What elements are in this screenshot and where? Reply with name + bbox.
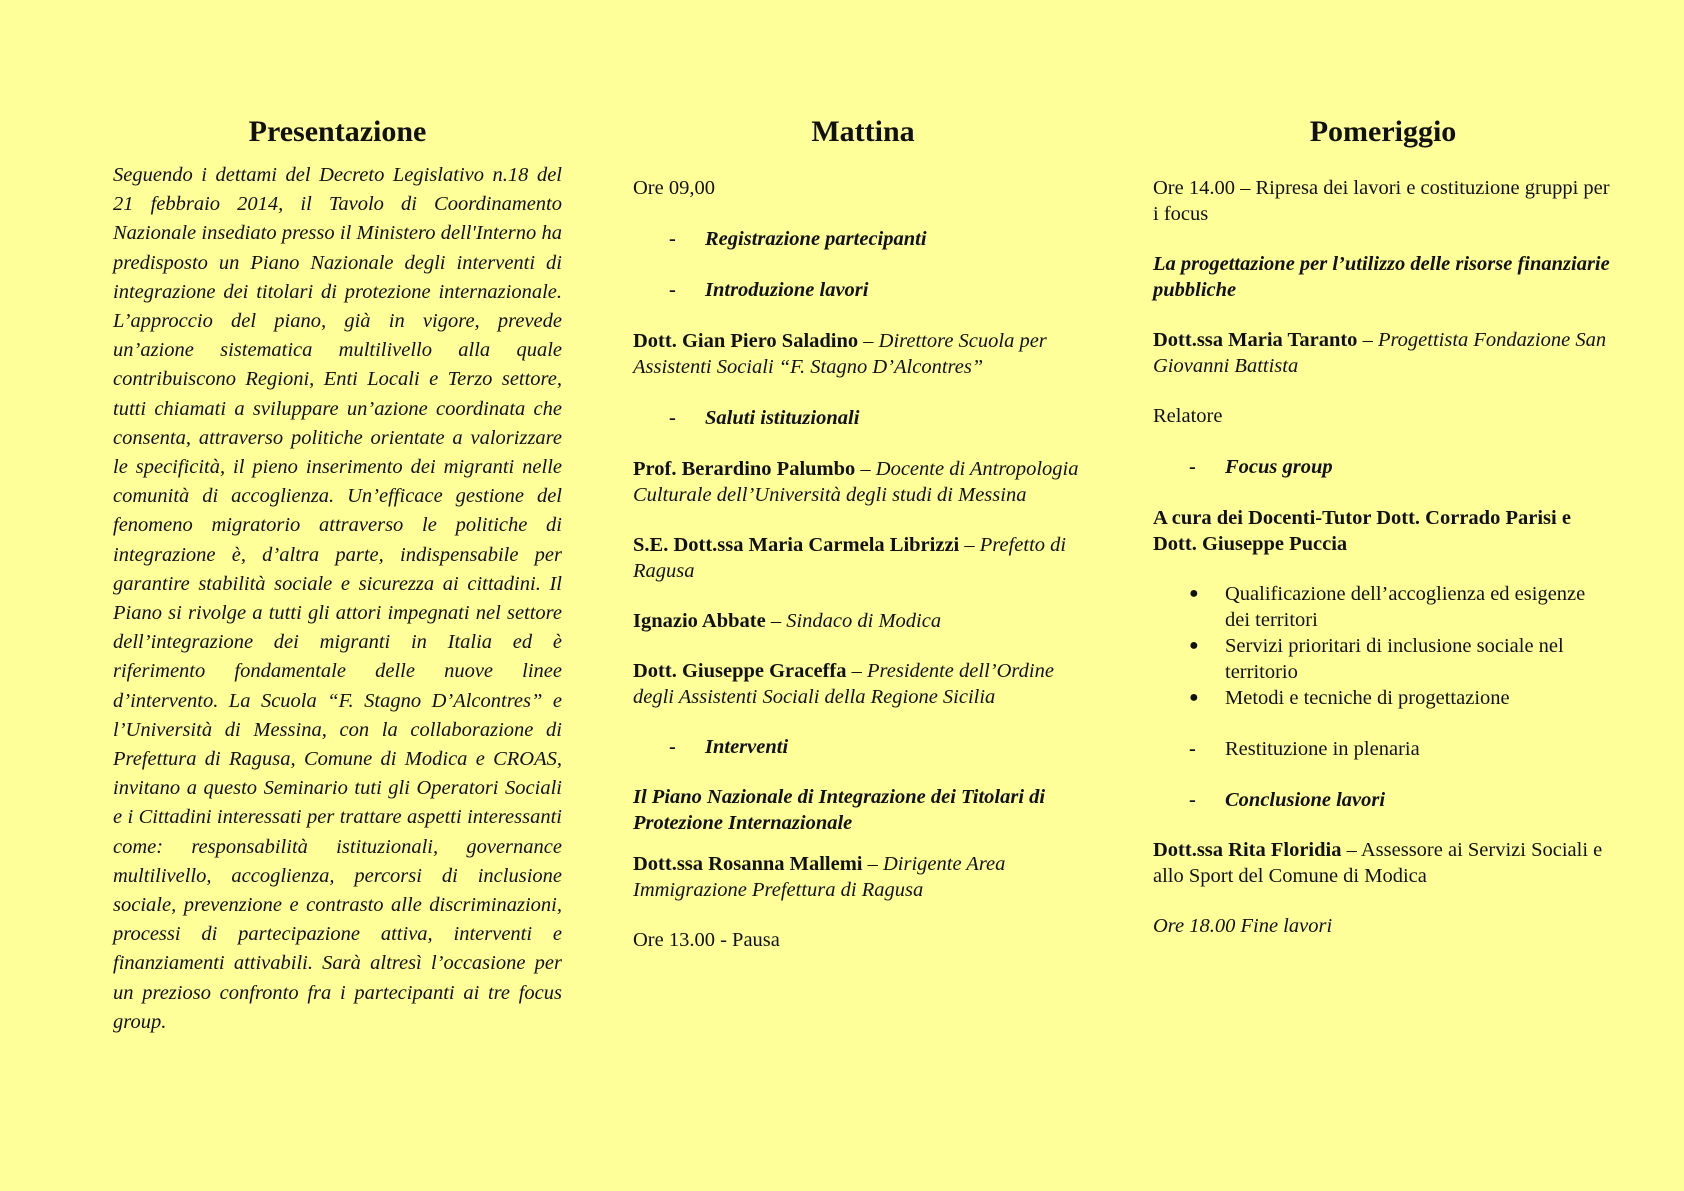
topic-text: Metodi e tecniche di progettazione bbox=[1225, 687, 1510, 709]
separator: – bbox=[846, 660, 867, 682]
speaker-librizzi bbox=[633, 532, 1093, 584]
speaker-role: Prefetto di Ragusa bbox=[633, 534, 1067, 582]
mattina-column bbox=[633, 112, 1093, 953]
dash-marker: - bbox=[669, 279, 676, 301]
progettazione-title: La progettazione per l’utilizzo delle risorse finanziarie pubbliche bbox=[1153, 253, 1610, 301]
topic-text: Qualificazione dell’accoglienza ed esigenze dei territori bbox=[1225, 583, 1586, 631]
separator: – bbox=[1341, 839, 1361, 861]
interventi-label: Interventi bbox=[705, 736, 789, 758]
speaker-role: Direttore Scuola per Assistenti Sociali “F. Stagno D’Alcontres” bbox=[633, 330, 1047, 378]
speaker-role: Presidente dell’Ordine degli Assistenti Sociali della Regione Sicilia bbox=[633, 660, 1054, 708]
speaker-name: Dott.ssa Maria Taranto bbox=[1153, 329, 1358, 351]
list-item bbox=[1153, 633, 1613, 685]
ripresa-line: Ore 14.00 – Ripresa dei lavori e costituzione gruppi per i focus bbox=[1153, 177, 1610, 225]
speaker-abbate bbox=[633, 608, 1093, 634]
speaker-role: Docente di Antropologia Culturale dell’Università degli studi di Messina bbox=[633, 458, 1079, 506]
dash-marker: - bbox=[669, 736, 676, 758]
speaker-name: Dott.ssa Rosanna Mallemi bbox=[633, 853, 863, 875]
speaker-name: S.E. Dott.ssa Maria Carmela Librizzi bbox=[633, 534, 960, 556]
speaker-saladino bbox=[633, 328, 1093, 380]
dash-marker: - bbox=[669, 407, 676, 429]
registrazione-label: Registrazione partecipanti bbox=[705, 228, 927, 250]
conclusione-label: Conclusione lavori bbox=[1225, 789, 1386, 811]
separator: – bbox=[862, 853, 883, 875]
pausa-line: Ore 13.00 - Pausa bbox=[633, 929, 780, 951]
fine-line: Ore 18.00 Fine lavori bbox=[1153, 915, 1333, 937]
piano-title: Il Piano Nazionale di Integrazione dei Titolari di Protezione Internazionale bbox=[633, 786, 1046, 834]
relatore-line: Relatore bbox=[1153, 405, 1223, 427]
a-cura-line: A cura dei Docenti-Tutor Dott. Corrado Parisi e Dott. Giuseppe Puccia bbox=[1153, 507, 1571, 555]
interventi-item bbox=[633, 734, 1093, 760]
topic-list bbox=[1153, 581, 1613, 711]
list-item bbox=[1153, 685, 1613, 711]
dash-marker: - bbox=[1189, 789, 1196, 811]
separator: – bbox=[765, 610, 787, 632]
restituzione-item bbox=[1153, 736, 1613, 762]
presentazione-column bbox=[113, 112, 562, 1037]
speaker-floridia bbox=[1153, 837, 1613, 889]
focus-group-item bbox=[1153, 454, 1613, 480]
saluti-label: Saluti istituzionali bbox=[705, 407, 860, 429]
separator: – bbox=[959, 534, 980, 556]
presentazione-heading: Presentazione bbox=[248, 115, 427, 148]
speaker-name: Dott. Giuseppe Graceffa bbox=[633, 660, 847, 682]
conclusione-item bbox=[1153, 787, 1613, 813]
speaker-role: Dirigente Area Immigrazione Prefettura di Ragusa bbox=[633, 853, 1006, 901]
speaker-taranto bbox=[1153, 327, 1613, 379]
focus-group-label: Focus group bbox=[1225, 456, 1333, 478]
speaker-mallemi bbox=[633, 851, 1093, 903]
speaker-name: Dott. Gian Piero Saladino bbox=[633, 330, 859, 352]
presentazione-text: Seguendo i dettami del Decreto Legislativo n.18 del 21 febbraio 2014, il Tavolo di Coordinamento Nazionale insediato presso il Ministero dell'Interno ha predisposto un Piano Nazionale degli interventi di integrazione dei titolari di protezione internazionale. L’approccio del piano, già in vigore, prevede un’azione sistematica multilivello alla quale contribuiscono Regioni, Enti Locali e Terzo settore, tutti chiamati a sviluppare un’azione coordinata che consenta, attraverso politiche orientate a valorizzare le specificità, il pieno inserimento dei migranti nelle comunità di accoglienza. Un’efficace gestione del fenomeno migratorio attraverso le politiche di integrazione è, d’altra parte, indispensabile per garantire stabilità sociale e sicurezza ai cittadini. Il Piano si rivolge a tutti gli attori impegnati nel settore dell’integrazione dei migranti in Italia ed è riferimento fondamentale delle nuove linee d’intervento. La Scuola “F. Stagno D’Alcontres” e l’Università di Messina, con la collaborazione di Prefettura di Ragusa, Comune di Modica e CROAS, invitano a questo Seminario tuti gli Operatori Sociali e i Cittadini interessati per trattare aspetti interessanti come: responsabilità istituzionali, governance multilivello, accoglienza, percorsi di inclusione sociale, prevenzione e contrasto alle discriminazioni, processi di partecipazione attiva, interventi e finanziamenti attivabili. Sarà altresì l’occasione per un prezioso confronto fra i partecipanti ai tre focus group. bbox=[113, 164, 562, 1033]
registrazione-item bbox=[633, 226, 1093, 252]
speaker-name: Ignazio Abbate bbox=[633, 610, 766, 632]
pomeriggio-heading: Pomeriggio bbox=[1309, 115, 1457, 148]
introduzione-label: Introduzione lavori bbox=[705, 279, 869, 301]
dash-marker: - bbox=[669, 228, 676, 250]
separator: – bbox=[855, 458, 876, 480]
pomeriggio-column bbox=[1153, 112, 1613, 939]
speaker-role: Progettista Fondazione San Giovanni Battista bbox=[1153, 329, 1607, 377]
speaker-palumbo bbox=[633, 456, 1093, 508]
ore-start: Ore 09,00 bbox=[633, 177, 715, 199]
separator: – bbox=[1357, 329, 1378, 351]
speaker-graceffa bbox=[633, 658, 1093, 710]
separator: – bbox=[858, 330, 879, 352]
dash-marker: - bbox=[1189, 738, 1196, 760]
restituzione-label: Restituzione in plenaria bbox=[1225, 738, 1420, 760]
bullet-icon: ● bbox=[1189, 637, 1199, 654]
bullet-icon: ● bbox=[1189, 585, 1199, 602]
speaker-role: Sindaco di Modica bbox=[786, 610, 942, 632]
speaker-name: Prof. Berardino Palumbo bbox=[633, 458, 856, 480]
mattina-heading: Mattina bbox=[811, 115, 915, 148]
bullet-icon: ● bbox=[1189, 689, 1199, 706]
speaker-role: Assessore ai Servizi Sociali e allo Sport del Comune di Modica bbox=[1153, 839, 1603, 887]
list-item bbox=[1153, 581, 1613, 633]
dash-marker: - bbox=[1189, 456, 1196, 478]
introduzione-item bbox=[633, 277, 1093, 303]
speaker-name: Dott.ssa Rita Floridia bbox=[1153, 839, 1342, 861]
saluti-item bbox=[633, 405, 1093, 431]
topic-text: Servizi prioritari di inclusione sociale nel territorio bbox=[1225, 635, 1564, 683]
